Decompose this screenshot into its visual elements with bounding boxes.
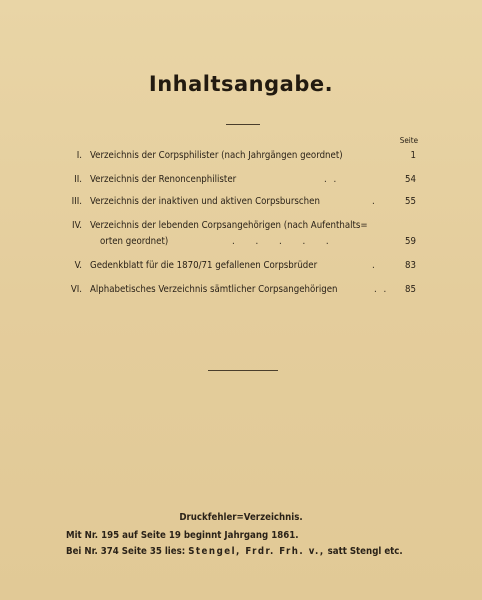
toc-entry xyxy=(56,150,418,164)
errata-title: Druckfehler=Verzeichnis. xyxy=(179,512,303,523)
toc-entry xyxy=(56,284,418,298)
toc-entry-title: Verzeichnis der lebenden Corpsangehörigen (nach Aufenthalts= xyxy=(90,220,368,231)
toc-entry-page: 59 xyxy=(405,236,416,247)
toc-entry-number: III. xyxy=(71,196,82,207)
toc-entry-number: VI. xyxy=(70,284,82,295)
toc-entry-title: Verzeichnis der Renoncenphilister xyxy=(90,174,237,185)
toc-entry xyxy=(56,220,418,234)
toc-entry-page: 85 xyxy=(405,284,416,295)
toc-entry-number: I. xyxy=(76,150,82,161)
toc-entry-title: Alphabetisches Verzeichnis sämtlicher Corpsangehörigen xyxy=(90,284,338,295)
page-column-label: Seite xyxy=(399,136,418,145)
toc-entry-title: Verzeichnis der inaktiven und aktiven Corpsburschen xyxy=(90,196,320,207)
toc-entry-page: 55 xyxy=(405,196,416,207)
toc-entry-title: Verzeichnis der Corpsphilister (nach Jahrgängen geordnet) xyxy=(90,150,343,161)
errata-line xyxy=(66,546,403,557)
errata-line: Mit Nr. 195 auf Seite 19 beginnt Jahrgang 1861. xyxy=(66,530,299,541)
toc-entry-page: 54 xyxy=(405,174,416,185)
toc-entry xyxy=(56,196,418,210)
toc-entry-number: V. xyxy=(74,260,82,271)
toc-entry-continuation xyxy=(56,236,418,250)
toc-entry-number: IV. xyxy=(72,220,82,231)
toc-entry-leader: . xyxy=(372,196,377,207)
toc-entry xyxy=(56,260,418,274)
toc-entry-page: 83 xyxy=(405,260,416,271)
toc-entry-page: 1 xyxy=(410,150,416,161)
toc-entry-title: Gedenkblatt für die 1870/71 gefallenen Corpsbrüder xyxy=(90,260,318,271)
errata-line-suffix: satt Stengl etc. xyxy=(327,546,403,557)
toc-entry-title-continued: orten geordnet) xyxy=(100,236,169,247)
section-divider xyxy=(208,370,278,371)
toc-entry-leader: . xyxy=(372,260,377,271)
toc-entry-leader: . . xyxy=(324,174,339,185)
toc-entry-leader: . . . . . xyxy=(232,236,338,247)
toc-entry-number: II. xyxy=(74,174,82,185)
errata-corrected-name: Stengel, Frdr. Frh. v., xyxy=(188,546,325,557)
toc-entry-leader: . . xyxy=(374,284,389,295)
errata-line-prefix: Bei Nr. 374 Seite 35 lies: xyxy=(66,546,186,557)
title-divider xyxy=(226,124,260,125)
toc-entry xyxy=(56,174,418,188)
page-title: Inhaltsangabe. xyxy=(148,72,334,96)
